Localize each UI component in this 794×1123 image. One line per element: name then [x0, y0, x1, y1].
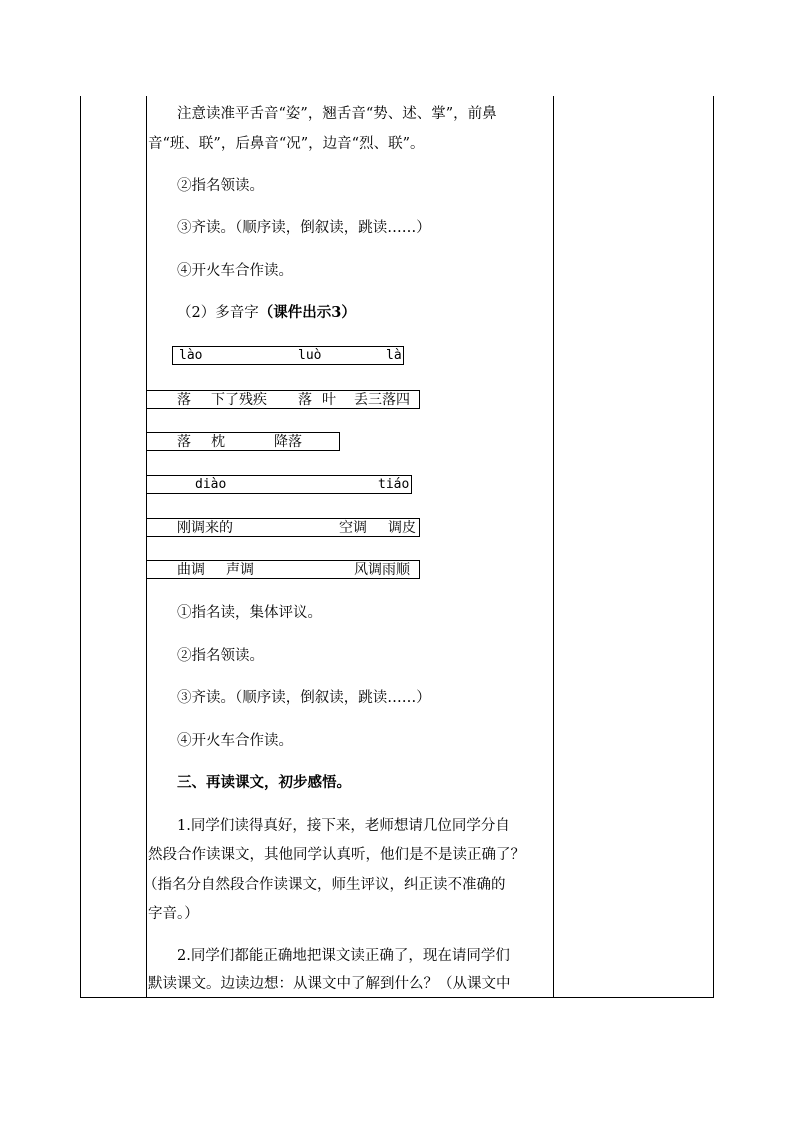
- polyphone-heading-text: （2）多音字: [177, 305, 259, 321]
- step-item: ④开火车合作读。: [177, 733, 293, 749]
- pinyin-box-tiao: [146, 475, 412, 494]
- table-border-bottom: [80, 997, 714, 998]
- section-heading: 三、再读课文，初步感悟。: [177, 774, 351, 791]
- paragraph-line: 默读课文。边读边想：从课文中了解到什么？（从课文中: [148, 976, 511, 992]
- step-item: ②指名领读。: [177, 178, 264, 194]
- step-item: ③齐读。（顺序读，倒叙读，跳读……）: [177, 220, 431, 236]
- pinyin-la: là: [386, 348, 402, 363]
- paragraph-line: 字音。）: [148, 906, 199, 922]
- word-cell: 调皮: [388, 520, 416, 536]
- word-cell: 刚调来的: [177, 520, 233, 536]
- word-box-luo-2: [146, 432, 340, 451]
- table-border-left: [80, 96, 81, 998]
- word-cell: 曲调: [177, 562, 205, 578]
- word-cell: 风调雨顺: [354, 562, 410, 578]
- word-cell: 声调: [226, 562, 254, 578]
- word-cell: 降落: [274, 434, 302, 450]
- paragraph-line: 2.同学们都能正确地把课文读正确了，现在请同学们: [177, 948, 510, 964]
- step-item: ②指名领读。: [177, 648, 264, 664]
- step-item: ①指名读，集体评议。: [177, 605, 322, 621]
- word-cell: 落: [298, 392, 312, 408]
- word-cell: 落: [177, 434, 191, 450]
- pinyin-tiao: tiáo: [378, 477, 410, 492]
- table-column-divider-left: [146, 96, 147, 998]
- step-item: ④开火车合作读。: [177, 263, 293, 279]
- pinyin-luo: luò: [298, 348, 322, 363]
- word-cell: 空调: [339, 520, 367, 536]
- word-cell: 枕: [211, 434, 225, 450]
- word-cell: 丢三落四: [354, 392, 410, 408]
- paragraph-line: 1.同学们读得真好，接下来，老师想请几位同学分自: [177, 818, 510, 834]
- paragraph-line: 然段合作读课文，其他同学认真听，他们是不是读正确了？: [148, 847, 525, 863]
- pinyin-lao: lào: [179, 348, 203, 363]
- table-border-right: [713, 96, 714, 998]
- pinyin-box-luo: [172, 346, 404, 365]
- word-cell: 下了残疾: [211, 392, 267, 408]
- paragraph-line: 注意读准平舌音“姿”，翘舌音“势、述、掌”，前鼻: [177, 106, 497, 122]
- word-cell: 落: [177, 392, 191, 408]
- polyphone-heading: [177, 303, 356, 323]
- courseware-note: （课件出示3）: [258, 304, 356, 321]
- table-column-divider-right: [553, 96, 554, 998]
- word-cell: 叶: [322, 392, 336, 408]
- paragraph-line: 音“班、联”，后鼻音“况”，边音“烈、联”。: [148, 136, 425, 152]
- step-item: ③齐读。（顺序读，倒叙读，跳读……）: [177, 690, 431, 706]
- pinyin-diao: diào: [195, 477, 227, 492]
- paragraph-line: （指名分自然段合作读课文，师生评议，纠正读不准确的: [143, 877, 506, 893]
